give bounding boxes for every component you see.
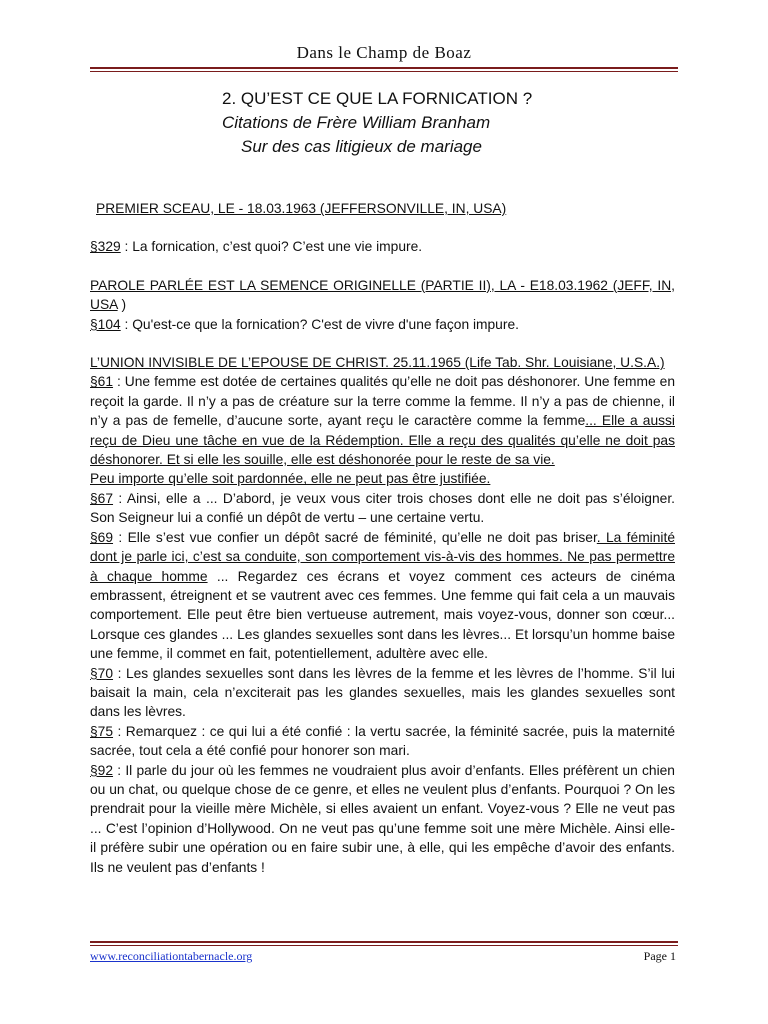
section-title-union-invisible bbox=[90, 353, 675, 372]
paragraph-text: : La fornication, c’est quoi? C’est une vie impure. bbox=[120, 239, 423, 255]
paragraph-underlined: . La féminité dont je parle ici, c’est sa conduite, son comportement vis-à-vis des hommes. Ne pas permettre à chaque homme bbox=[90, 529, 675, 584]
section-title-text: PREMIER SCEAU, LE - 18.03.1963 (JEFFERSONVILLE, IN, USA) bbox=[96, 201, 507, 216]
paragraph-61 bbox=[90, 372, 675, 469]
paragraph-ref: §92 bbox=[90, 762, 114, 778]
section-title-text: L’UNION INVISIBLE DE L’EPOUSE DE CHRIST. 25.11.1965 (Life Tab. Shr. Louisiane, U.S.A.) bbox=[90, 355, 665, 371]
paragraph-text: : Une femme est dotée de certaines qualités qu’elle ne doit pas déshonorer. Une femme en reçoit la garde. Il n’y a pas de créature sur la terre comme la femme. Il n’y a pas de chienne, il n’y a pas de femelle, d’aucune sorte, ayant reçu le caractère comme la femme bbox=[90, 374, 675, 429]
paragraph-text: : Ainsi, elle a ... D’abord, je veux vous citer trois choses dont elle ne doit pas s’éloigner. Son Seigneur lui a confié un dépôt de vertu – une certaine vertu. bbox=[90, 490, 675, 526]
paragraph-ref: §329 bbox=[90, 239, 121, 255]
paragraph-329 bbox=[90, 237, 675, 256]
paragraph-text: : Il parle du jour où les femmes ne voudraient plus avoir d’enfants. Elles préfèrent un chien ou un chat, ou quelque chose de ce genre, et elles ne veulent plus d’enfants. Pourquoi ? On les prendrait pour la vieille mère Michèle, si elles avaient un enfant. Voyez-vous ? Elle ne veut pas ... C’est l’opinion d’Hollywood. On ne veut pas qu’une femme soit une mère Michèle. Ainsi elle- il préfère subir une opération ou en faire subir une, à elle, qui les empêche d’avoir des enfants. Ils ne veulent pas d’enfants ! bbox=[90, 762, 675, 875]
chapter-title: 2. QU’EST CE QUE LA FORNICATION ? bbox=[222, 89, 533, 108]
paragraph-75 bbox=[90, 722, 675, 761]
paragraph-text: : Les glandes sexuelles sont dans les lèvres de la femme et les lèvres de l’homme. S’il lui baisait la main, cela n’exciterait pas les glandes sexuelles, mais les glandes sexuelles sont dans les lèvres. bbox=[90, 665, 675, 720]
section-title-parole-parlee bbox=[90, 276, 675, 315]
section-title-text: PAROLE PARLÉE EST LA SEMENCE ORIGINELLE (PARTIE II), LA - E18.03.1962 (JEFF, IN, USA bbox=[90, 277, 675, 313]
paragraph-92 bbox=[90, 761, 675, 877]
paragraph-underlined: ... Elle a aussi reçu de Dieu une tâche en vue de la Rédemption. Elle a reçu des qualités qu’elle ne doit pas déshonorer. Et si elle les souille, elle est déshonorée pour le reste de sa vie. bbox=[90, 413, 675, 468]
paragraph-text: ... Regardez ces écrans et voyez comment ces acteurs de cinéma embrassent, étreignent et se vautrent avec ces femmes. Une femme qui fait cela a un mauvais comportement. Elle peut être bien vertueuse autrement, mais voyez-vous, donner son cœur... Lorsque ces glandes ... Les glandes sexuelles sont dans les lèvres... Et lorsqu’un homme baise une femme, il commet en fait, potentiellement, adultère avec elle. bbox=[90, 568, 675, 662]
subtitle-line-2: Sur des cas litigieux de mariage bbox=[241, 137, 482, 156]
paragraph-ref: §69 bbox=[90, 529, 114, 545]
paragraph-text: : Remarquez : ce qui lui a été confié : la vertu sacrée, la féminité sacrée, puis la maternité sacrée, tout cela a été confié pour honorer son mari. bbox=[90, 723, 675, 759]
main-content bbox=[90, 199, 675, 877]
paragraph-70 bbox=[90, 664, 675, 722]
paragraph-underlined: Peu importe qu’elle soit pardonnée, elle ne peut pas être justifiée. bbox=[90, 471, 491, 487]
footer-rule-thin bbox=[90, 945, 678, 946]
section-title-end: ) bbox=[117, 297, 127, 313]
paragraph-text: : Elle s’est vue confier un dépôt sacré de féminité, qu’elle ne doit pas briser bbox=[113, 529, 597, 545]
section-title-premier-sceau bbox=[90, 199, 675, 218]
paragraph-ref: §75 bbox=[90, 723, 114, 739]
paragraph-104 bbox=[90, 315, 675, 334]
paragraph-ref: §70 bbox=[90, 665, 114, 681]
paragraph-67 bbox=[90, 489, 675, 528]
running-header: Dans le Champ de Boaz bbox=[296, 43, 472, 62]
header-rule bbox=[90, 67, 678, 69]
footer-rule bbox=[90, 941, 678, 943]
website-link[interactable]: www.reconciliationtabernacle.org bbox=[90, 949, 253, 963]
paragraph-61-cont bbox=[90, 469, 675, 488]
paragraph-text: : Qu'est-ce que la fornication? C'est de vivre d'une façon impure. bbox=[120, 316, 519, 332]
paragraph-ref: §67 bbox=[90, 490, 114, 506]
paragraph-69 bbox=[90, 528, 675, 664]
header-rule-thin bbox=[90, 71, 678, 72]
page-number: Page 1 bbox=[643, 949, 676, 963]
subtitle-line-1: Citations de Frère William Branham bbox=[222, 113, 491, 132]
paragraph-ref: §104 bbox=[90, 316, 121, 332]
paragraph-ref: §61 bbox=[90, 374, 114, 390]
